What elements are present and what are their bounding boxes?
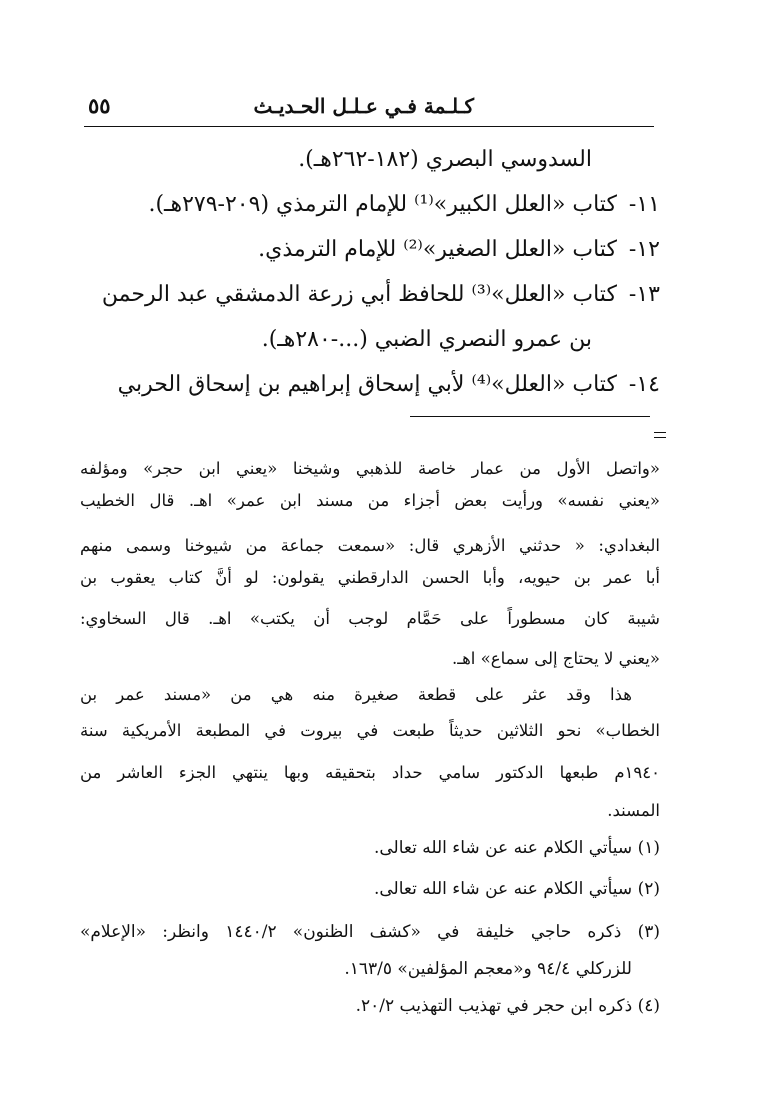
note-line: شيبة كان مسطوراً على حَمَّام لوجب أن يكتب» اهـ. قال السخاوي: (80, 609, 660, 628)
note-line: هذا وقد عثر على قطعة صغيرة منه هي من «مسند عمر بن (80, 685, 632, 704)
note-line: المسند. (607, 801, 660, 820)
page-number: ٥٥ (88, 93, 111, 118)
continuation-mark (654, 432, 666, 438)
note-line: البغدادي: « حدثني الأزهري قال: «سمعت جماعة من شيوخنا وسمى منهم (80, 536, 660, 555)
main-item-13: ١٣-كتاب «العلل»⁽³⁾ للحافظ أبي زرعة الدمشقي عبد الرحمن (101, 282, 660, 307)
footnote-1: (١) سيأتي الكلام عنه عن شاء الله تعالى. (373, 838, 660, 858)
note-line: ١٩٤٠م طبعها الدكتور سامي حداد بتحقيقه وبها ينتهي الجزء العاشر من (80, 763, 660, 782)
main-item-11: ١١-كتاب «العلل الكبير»⁽¹⁾ للإمام الترمذي (٢٠٩-٢٧٩هـ). (148, 192, 660, 217)
footnote-3: (٣) ذكره حاجي خليفة في «كشف الظنون» ١٤٤٠/٢ وانظر: «الإعلام» (80, 922, 660, 942)
running-title: كـلـمة فـي عـلـل الحـديـث (253, 94, 474, 118)
footnote-4: (٤) ذكره ابن حجر في تهذيب التهذيب ٢٠/٢. (355, 996, 660, 1016)
note-line: «واتصل الأول من عمار خاصة للذهبي وشيخنا «يعني ابن حجر» ومؤلفه (80, 459, 660, 478)
page-header (84, 92, 654, 127)
note-line: الخطاب» نحو الثلاثين حديثاً طبعت في بيروت في المطبعة الأمريكية سنة (80, 721, 660, 740)
footnote-2: (٢) سيأتي الكلام عنه عن شاء الله تعالى. (373, 879, 660, 899)
main-item-12: ١٢-كتاب «العلل الصغير»⁽²⁾ للإمام الترمذي. (258, 237, 660, 262)
note-line: «يعني لا يحتاج إلى سماع» اهـ. (452, 649, 660, 668)
main-item-14: ١٤-كتاب «العلل»⁽⁴⁾ لأبي إسحاق إبراهيم بن إسحاق الحربي (117, 372, 660, 397)
note-line: «يعني نفسه» ورأيت بعض أجزاء من مسند ابن عمر» اهـ. قال الخطيب (80, 491, 660, 510)
footnote-separator (410, 416, 650, 417)
main-line: بن عمرو النصري الضبي (...-٢٨٠هـ). (261, 327, 592, 352)
footnote-3-cont: للزركلي ٩٤/٤ و«معجم المؤلفين» ١٦٣/٥. (344, 959, 632, 979)
main-line: السدوسي البصري (١٨٢-٢٦٢هـ). (298, 147, 592, 172)
note-line: أبا عمر بن حيويه، وأبا الحسن الدارقطني يقولون: لو أنَّ كتاب يعقوب بن (80, 568, 660, 587)
